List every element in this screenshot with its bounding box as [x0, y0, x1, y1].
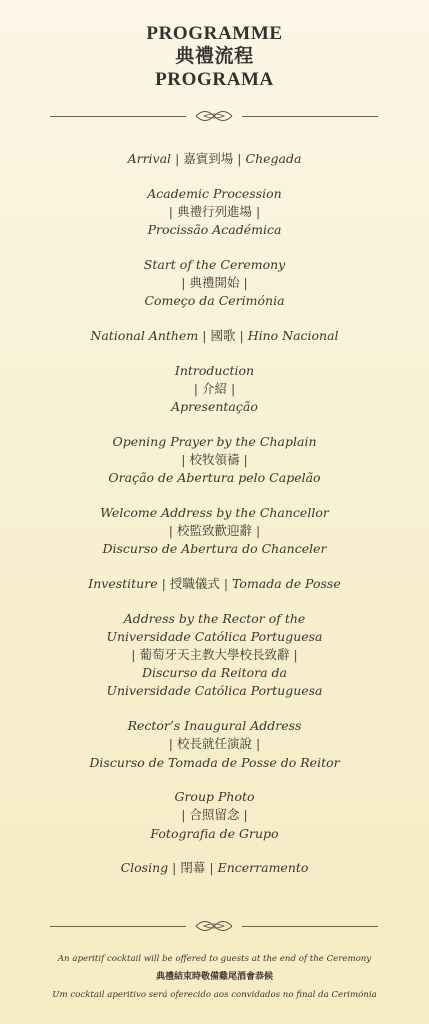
item-chinese: 嘉賓到場 [183, 151, 234, 166]
programme-line [0, 806, 429, 824]
reception-note-chinese: 典禮結束時敬備雞尾酒會恭候 [155, 972, 273, 982]
item-separator: | [256, 736, 261, 752]
item-separator: | [237, 151, 242, 166]
divider-line-right [242, 116, 378, 117]
item-english: Investiture [88, 575, 158, 591]
programme-line [0, 646, 429, 664]
item-english: Welcome Address by the Chancellor [100, 504, 329, 520]
programme-line [0, 398, 429, 416]
item-separator: | [168, 523, 173, 539]
programme-line [0, 717, 429, 735]
title-portuguese: PROGRAMA [155, 69, 274, 90]
item-portuguese: Discurso de Abertura do Chanceler [102, 541, 327, 557]
item-english: Academic Procession [147, 185, 282, 201]
divider-line-left [50, 116, 186, 117]
item-chinese: 介紹 [201, 380, 227, 396]
item-english: Rector’s Inaugural Address [127, 718, 302, 734]
item-portuguese: Discurso de Tomada de Posse do Reitor [89, 754, 340, 770]
item-chinese: 合照留念 [189, 807, 240, 823]
bottom-divider [50, 919, 378, 933]
item-separator: | [223, 575, 229, 591]
item-separator: | [231, 380, 236, 396]
item-portuguese: Apresentação [171, 399, 258, 415]
programme-line [0, 825, 429, 843]
item-english: Address by the Rector of the [123, 610, 306, 626]
programme-line [0, 433, 429, 451]
item-portuguese: Discurso da Reitora da [141, 665, 287, 681]
item-separator: | [243, 275, 248, 291]
item-chinese: 校牧領禱 [189, 451, 240, 467]
programme-line [0, 735, 429, 753]
programme-line [0, 327, 429, 345]
item-portuguese: Começo da Cerimónia [144, 293, 285, 309]
item-separator: | [168, 736, 173, 752]
programme-line [0, 664, 429, 682]
item-chinese: 閉幕 [180, 860, 206, 876]
programme-item [0, 362, 429, 417]
programme-item [0, 433, 429, 488]
programme-item [0, 327, 429, 345]
programme-item [0, 185, 429, 240]
programme-line [0, 469, 429, 487]
item-separator: | [243, 451, 248, 467]
programme-item [0, 859, 429, 877]
item-separator: | [293, 647, 298, 663]
title-chinese: 典禮流程 [175, 46, 254, 67]
item-portuguese: Hino Nacional [247, 327, 339, 343]
programme-line [0, 221, 429, 239]
programme-line [0, 754, 429, 772]
item-separator: | [131, 647, 136, 663]
item-english: National Anthem [90, 327, 199, 343]
programme-line [0, 504, 429, 522]
item-separator: | [181, 275, 186, 291]
programme-line [0, 522, 429, 540]
item-separator: | [161, 575, 166, 591]
programme-item [0, 788, 429, 843]
item-separator: | [243, 807, 248, 823]
item-separator: | [181, 451, 186, 467]
item-portuguese: Procissão Académica [147, 222, 282, 238]
item-chinese: 典禮開始 [189, 275, 240, 291]
divider-line-right [242, 926, 378, 927]
programme-item [0, 575, 429, 593]
reception-note-english: An aperitif cocktail will be offered to guests at the end of the Ceremony [57, 954, 372, 964]
item-english: Start of the Ceremony [143, 256, 286, 272]
item-separator: | [209, 860, 214, 876]
programme-line [0, 628, 429, 646]
item-separator: | [175, 151, 180, 166]
item-english-continued: Universidade Católica Portuguesa [106, 628, 323, 644]
item-english: Introduction [174, 362, 255, 378]
item-separator: | [193, 380, 198, 396]
item-separator: | [168, 203, 173, 219]
reception-note [0, 950, 429, 1004]
programme-item [0, 256, 429, 311]
programme-line [0, 540, 429, 558]
programme-item [0, 150, 429, 168]
title-english: PROGRAMME [146, 23, 283, 44]
programme-item [0, 717, 429, 772]
programme-line [0, 203, 429, 221]
programme-line [0, 610, 429, 628]
programme-line [0, 682, 429, 700]
item-chinese: 典禮行列進場 [176, 203, 252, 219]
item-separator: | [202, 327, 207, 343]
item-portuguese: Tomada de Posse [232, 575, 341, 591]
top-divider [50, 109, 378, 123]
flourish-ornament-icon [194, 109, 234, 123]
programme-line [0, 788, 429, 806]
programme-list [0, 150, 429, 894]
programme-item [0, 504, 429, 559]
item-separator: | [239, 327, 244, 343]
item-english: Arrival [127, 151, 172, 166]
divider-line-left [50, 926, 186, 927]
programme-line [0, 256, 429, 274]
item-chinese: 國歌 [210, 327, 236, 343]
item-portuguese: Encerramento [217, 860, 309, 876]
item-chinese: 葡萄牙天主教大學校長致辭 [139, 647, 290, 663]
item-english: Opening Prayer by the Chaplain [112, 433, 317, 449]
programme-item [0, 610, 429, 701]
item-portuguese: Oração de Abertura pelo Capelão [108, 470, 321, 486]
item-separator: | [256, 523, 261, 539]
item-chinese: 校長就任演說 [176, 736, 252, 752]
item-separator: | [181, 807, 186, 823]
programme-line [0, 575, 429, 593]
programme-line [0, 274, 429, 292]
item-portuguese: Chegada [245, 151, 302, 166]
programme-line [0, 859, 429, 877]
programme-line [0, 451, 429, 469]
programme-line [0, 292, 429, 310]
item-portuguese-continued: Universidade Católica Portuguesa [106, 683, 323, 699]
programme-line [0, 150, 429, 168]
reception-note-portuguese: Um cocktail aperitivo será oferecido aos convidados no final da Cerimónia [52, 990, 377, 1000]
item-separator: | [172, 860, 177, 876]
item-chinese: 校監致歡迎辭 [176, 523, 252, 539]
item-chinese: 授職儀式 [169, 575, 220, 591]
item-english: Closing [120, 860, 169, 876]
item-separator: | [256, 203, 261, 219]
item-english: Group Photo [174, 789, 255, 805]
programme-line [0, 380, 429, 398]
title-block [0, 22, 429, 91]
programme-line [0, 362, 429, 380]
item-portuguese: Fotografia de Grupo [150, 825, 279, 841]
programme-line [0, 185, 429, 203]
flourish-ornament-icon [194, 919, 234, 933]
